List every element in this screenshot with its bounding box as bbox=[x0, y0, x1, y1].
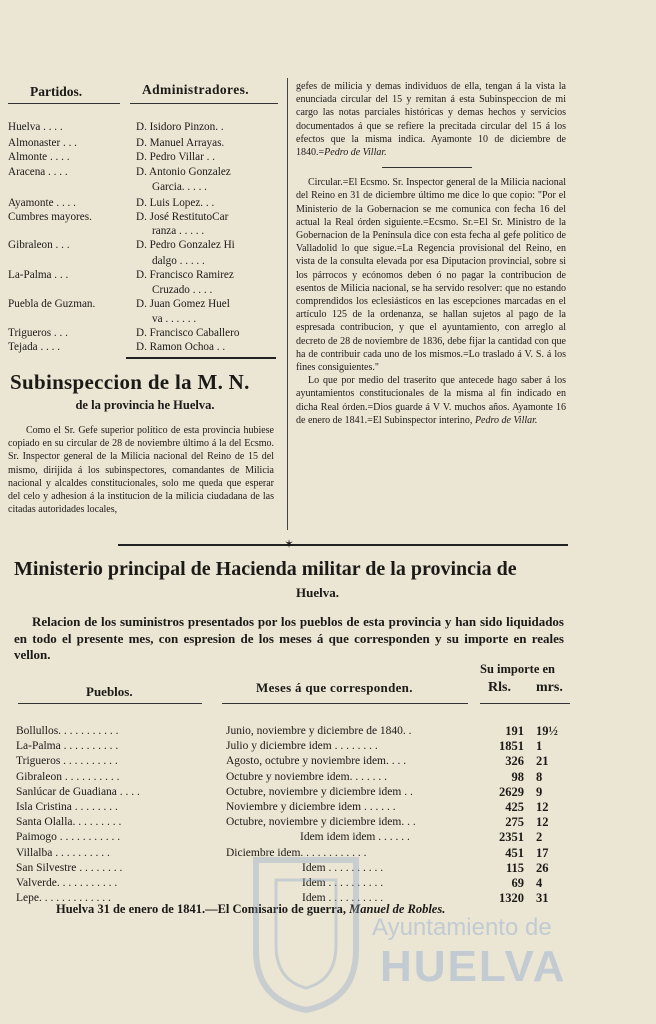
ministerio-header-rule-3 bbox=[480, 703, 570, 704]
watermark-line2: HUELVA bbox=[380, 942, 567, 991]
supply-meses: Idem . . . . . . . . . . bbox=[302, 877, 384, 889]
supply-mrs: 12 bbox=[536, 800, 549, 814]
admin-name: D. Pedro Villar . . bbox=[136, 151, 215, 163]
watermark-crest-icon bbox=[246, 850, 366, 1014]
supply-rls: 275 bbox=[505, 815, 524, 829]
supply-mrs: 1 bbox=[536, 739, 543, 753]
signature-villar-1: Pedro de Villar. bbox=[324, 147, 387, 159]
watermark-line1: Ayuntamiento de bbox=[372, 914, 552, 941]
admin-name: ranza . . . . . bbox=[152, 225, 205, 237]
supply-mrs: 9 bbox=[536, 785, 543, 799]
right-paragraph-circular: Circular.=El Ecsmo. Sr. Inspector general de la Milicia nacional del Reino en 31 de diciembre último me dice lo que copio: "Por el Ministerio de la Gobernacion se me comunica con fecha 16 del actual la Real órden siguiente.=Ecsmo. Sr.=El Sr. Ministro de la Gobernacion de la Península dice con esta fecha al gefe político de Valladolid lo que sigue.=La Regencia provisional del Reino, en vista de la consulta elevada por esa Diputacion provincial, sobre si los párrocos y ecónomos deben ó no pagar la contribucion de esentos de Milicia nacional, se ha servido resolver: que no estando comprendidos los eclesiásticos en las escepciones marcadas en el artículo 125 de la ordenanza, se hallan sujetos al pago de la espresada contribucion, y que el ayuntamiento, con arreglo al decreto de 28 de noviembre de 1836, debe fijar la cantidad con que ha de contribuir cada uno de los mismos.=Lo traslado á V. S. á los fines consiguientes." bbox=[296, 177, 566, 374]
subinspeccion-body: Como el Sr. Gefe superior político de esta provincia hubiese copiado en su circular de 28 de noviembre último á la del Ecsmo. Sr. Inspector general de la Milicia nacional del Reino de 15 del mismo, dirijida á los subinspectores, comandantes de Milicia nacional y alcaldes constitucionales, solo me queda que esperar del celo y adhesion á la institucion de la milicia ciudadana de las citadas autoridades locales, bbox=[8, 425, 274, 516]
supply-meses: Julio y diciembre idem . . . . . . . . bbox=[226, 740, 378, 752]
admin-partido: Ayamonte . . . . bbox=[8, 197, 76, 209]
footer-signature: Manuel de Robles. bbox=[349, 902, 446, 916]
header-rule-right bbox=[130, 103, 278, 104]
ministerio-header-rule-1 bbox=[18, 703, 202, 704]
admin-name: va . . . . . . bbox=[152, 313, 197, 325]
col-header-mrs: mrs. bbox=[536, 680, 563, 695]
supply-meses: Diciembre idem. . . . . . . . . . . . bbox=[226, 847, 367, 859]
section-divider bbox=[126, 357, 276, 359]
supply-pueblo: Lepe. . . . . . . . . . . . . bbox=[16, 892, 111, 904]
supply-mrs: 4 bbox=[536, 876, 543, 890]
supply-pueblo: Villalba . . . . . . . . . . bbox=[16, 847, 110, 859]
supply-mrs: 19½ bbox=[536, 724, 558, 738]
col-header-partidos: Partidos. bbox=[30, 84, 83, 99]
admin-name: D. Manuel Arrayas. bbox=[136, 137, 225, 149]
supply-meses: Octubre y noviembre idem. . . . . . . bbox=[226, 771, 387, 783]
column-divider bbox=[287, 78, 288, 530]
supply-mrs: 17 bbox=[536, 846, 549, 860]
admin-partido: Tejada . . . . bbox=[8, 341, 61, 353]
supply-meses: Octubre, noviembre y diciembre idem. . . bbox=[226, 816, 416, 828]
subinspeccion-title: Subinspeccion de la M. N. bbox=[10, 370, 250, 394]
right-paragraph-3-text: Lo que por medio del traserito que antecede hago saber á los ayuntamientos constitucionales de la misma al fin indicado en dicha Real órden.=Dios guarde á V V. muchos años. Ayamonte 16 de enero de 1841.=El Subinspector interino, bbox=[296, 375, 566, 426]
admin-partido: Huelva . . . . bbox=[8, 121, 63, 133]
supply-rls: 2351 bbox=[499, 830, 524, 844]
supply-mrs: 21 bbox=[536, 754, 549, 768]
supply-mrs: 8 bbox=[536, 770, 543, 784]
supply-meses: Octubre, noviembre y diciembre idem . . bbox=[226, 786, 413, 798]
admin-name: D. Francisco Caballero bbox=[136, 327, 240, 339]
admin-partido: Aracena . . . . bbox=[8, 166, 68, 178]
admin-partido: Cumbres mayores. bbox=[8, 211, 92, 223]
admin-name: D. Juan Gomez Huel bbox=[136, 298, 230, 310]
supply-pueblo: Isla Cristina . . . . . . . . bbox=[16, 801, 118, 813]
admin-name: D. Pedro Gonzalez Hi bbox=[136, 239, 235, 251]
right-paragraph-1-text: gefes de milicia y demas individuos de ella, tengan á la vista la enunciada circular del 15 y remitan á esta Subinspeccion de mi cargo las notas parciales históricas y demas hechos y servicios documentados á que se refiere la precitada circular del 15 á los efectos que la misma indica. Ayamonte 10 de diciembre de 1840.= bbox=[296, 81, 566, 159]
supply-pueblo: Valverde. . . . . . . . . . . bbox=[16, 877, 118, 889]
admin-name: dalgo . . . . . bbox=[152, 255, 205, 267]
subinspeccion-subtitle: de la provincia he Huelva. bbox=[75, 398, 215, 412]
admin-name: D. Ramon Ochoa . . bbox=[136, 341, 226, 353]
admin-name: Cruzado . . . . bbox=[152, 284, 213, 296]
right-paragraph-1 bbox=[296, 80, 566, 159]
admin-name: D. Luis Lopez. . . bbox=[136, 197, 215, 209]
admin-name: D. Isidoro Pinzon. . bbox=[136, 121, 224, 133]
ministerio-title-line2: Huelva. bbox=[296, 585, 339, 600]
admin-name: D. Antonio Gonzalez bbox=[136, 166, 231, 178]
supply-pueblo: Bollullos. . . . . . . . . . . bbox=[16, 725, 119, 737]
ministerio-intro: Relacion de los suministros presentados por los pueblos de esta provincia y han sido liquidados en todo el presente mes, con espresion de los meses á que corresponden y su importe en reales vellon. bbox=[14, 614, 564, 662]
col-header-administradores: Administradores. bbox=[142, 82, 250, 97]
ornamental-rule bbox=[118, 544, 568, 546]
supply-pueblo: Trigueros . . . . . . . . . . bbox=[16, 755, 118, 767]
signature-villar-2: Pedro de Villar. bbox=[474, 414, 538, 426]
supply-meses: Idem idem idem . . . . . . bbox=[300, 831, 410, 843]
supply-rls: 1320 bbox=[499, 891, 524, 905]
supply-meses: Junio, noviembre y diciembre de 1840. . bbox=[226, 725, 412, 737]
admin-name: D. José RestitutoCar bbox=[136, 211, 229, 223]
supply-rls: 425 bbox=[505, 800, 524, 814]
ministerio-header-rule-2 bbox=[222, 703, 468, 704]
supply-rls: 326 bbox=[505, 754, 524, 768]
ministerio-title: Ministerio principal de Hacienda militar de la provincia de bbox=[14, 558, 517, 580]
supply-rls: 191 bbox=[505, 724, 524, 738]
admin-partido: Almonte . . . . bbox=[8, 151, 70, 163]
supply-pueblo: Paimogo . . . . . . . . . . . bbox=[16, 831, 121, 843]
col-header-pueblos: Pueblos. bbox=[86, 684, 133, 699]
supply-rls: 69 bbox=[511, 876, 524, 890]
admin-partido: Gibraleon . . . bbox=[8, 239, 70, 251]
supply-meses: Agosto, octubre y noviembre idem. . . . bbox=[226, 755, 407, 767]
supply-mrs: 31 bbox=[536, 891, 549, 905]
supply-rls: 115 bbox=[505, 861, 524, 875]
admin-name: Garcia. . . . . bbox=[152, 181, 207, 193]
supply-pueblo: La-Palma . . . . . . . . . . bbox=[16, 740, 119, 752]
supply-mrs: 2 bbox=[536, 830, 543, 844]
col-header-rls: Rls. bbox=[488, 680, 511, 695]
col-header-importe: Su importe en bbox=[480, 662, 555, 676]
admin-partido: Trigueros . . . bbox=[8, 327, 68, 339]
admin-name: D. Francisco Ramirez bbox=[136, 269, 234, 281]
col-header-meses: Meses á que corresponden. bbox=[256, 680, 413, 695]
supply-meses: Idem . . . . . . . . . . bbox=[302, 892, 384, 904]
supply-mrs: 12 bbox=[536, 815, 549, 829]
supply-pueblo: Gibraleon . . . . . . . . . . bbox=[16, 771, 120, 783]
supply-pueblo: Sanlúcar de Guadiana . . . . bbox=[16, 786, 140, 798]
footer-text: Huelva 31 de enero de 1841.—El Comisario de guerra, bbox=[56, 902, 347, 916]
admin-partido: Puebla de Guzman. bbox=[8, 298, 96, 310]
supply-mrs: 26 bbox=[536, 861, 549, 875]
supply-meses: Noviembre y diciembre idem . . . . . . bbox=[226, 801, 396, 813]
supply-meses: Idem . . . . . . . . . . bbox=[302, 862, 384, 874]
supply-pueblo: Santa Olalla. . . . . . . . . bbox=[16, 816, 122, 828]
right-divider bbox=[382, 167, 472, 168]
header-rule-left bbox=[8, 103, 120, 104]
supply-rls: 1851 bbox=[499, 739, 524, 753]
supply-rls: 2629 bbox=[499, 785, 524, 799]
supply-rls: 98 bbox=[511, 770, 524, 784]
supply-pueblo: San Silvestre . . . . . . . . bbox=[16, 862, 123, 874]
admin-partido: Almonaster . . . bbox=[8, 137, 77, 149]
supply-rls: 451 bbox=[505, 846, 524, 860]
admin-partido: La-Palma . . . bbox=[8, 269, 69, 281]
right-column-text bbox=[296, 80, 566, 427]
ornament-mark: ✶ bbox=[284, 537, 295, 551]
